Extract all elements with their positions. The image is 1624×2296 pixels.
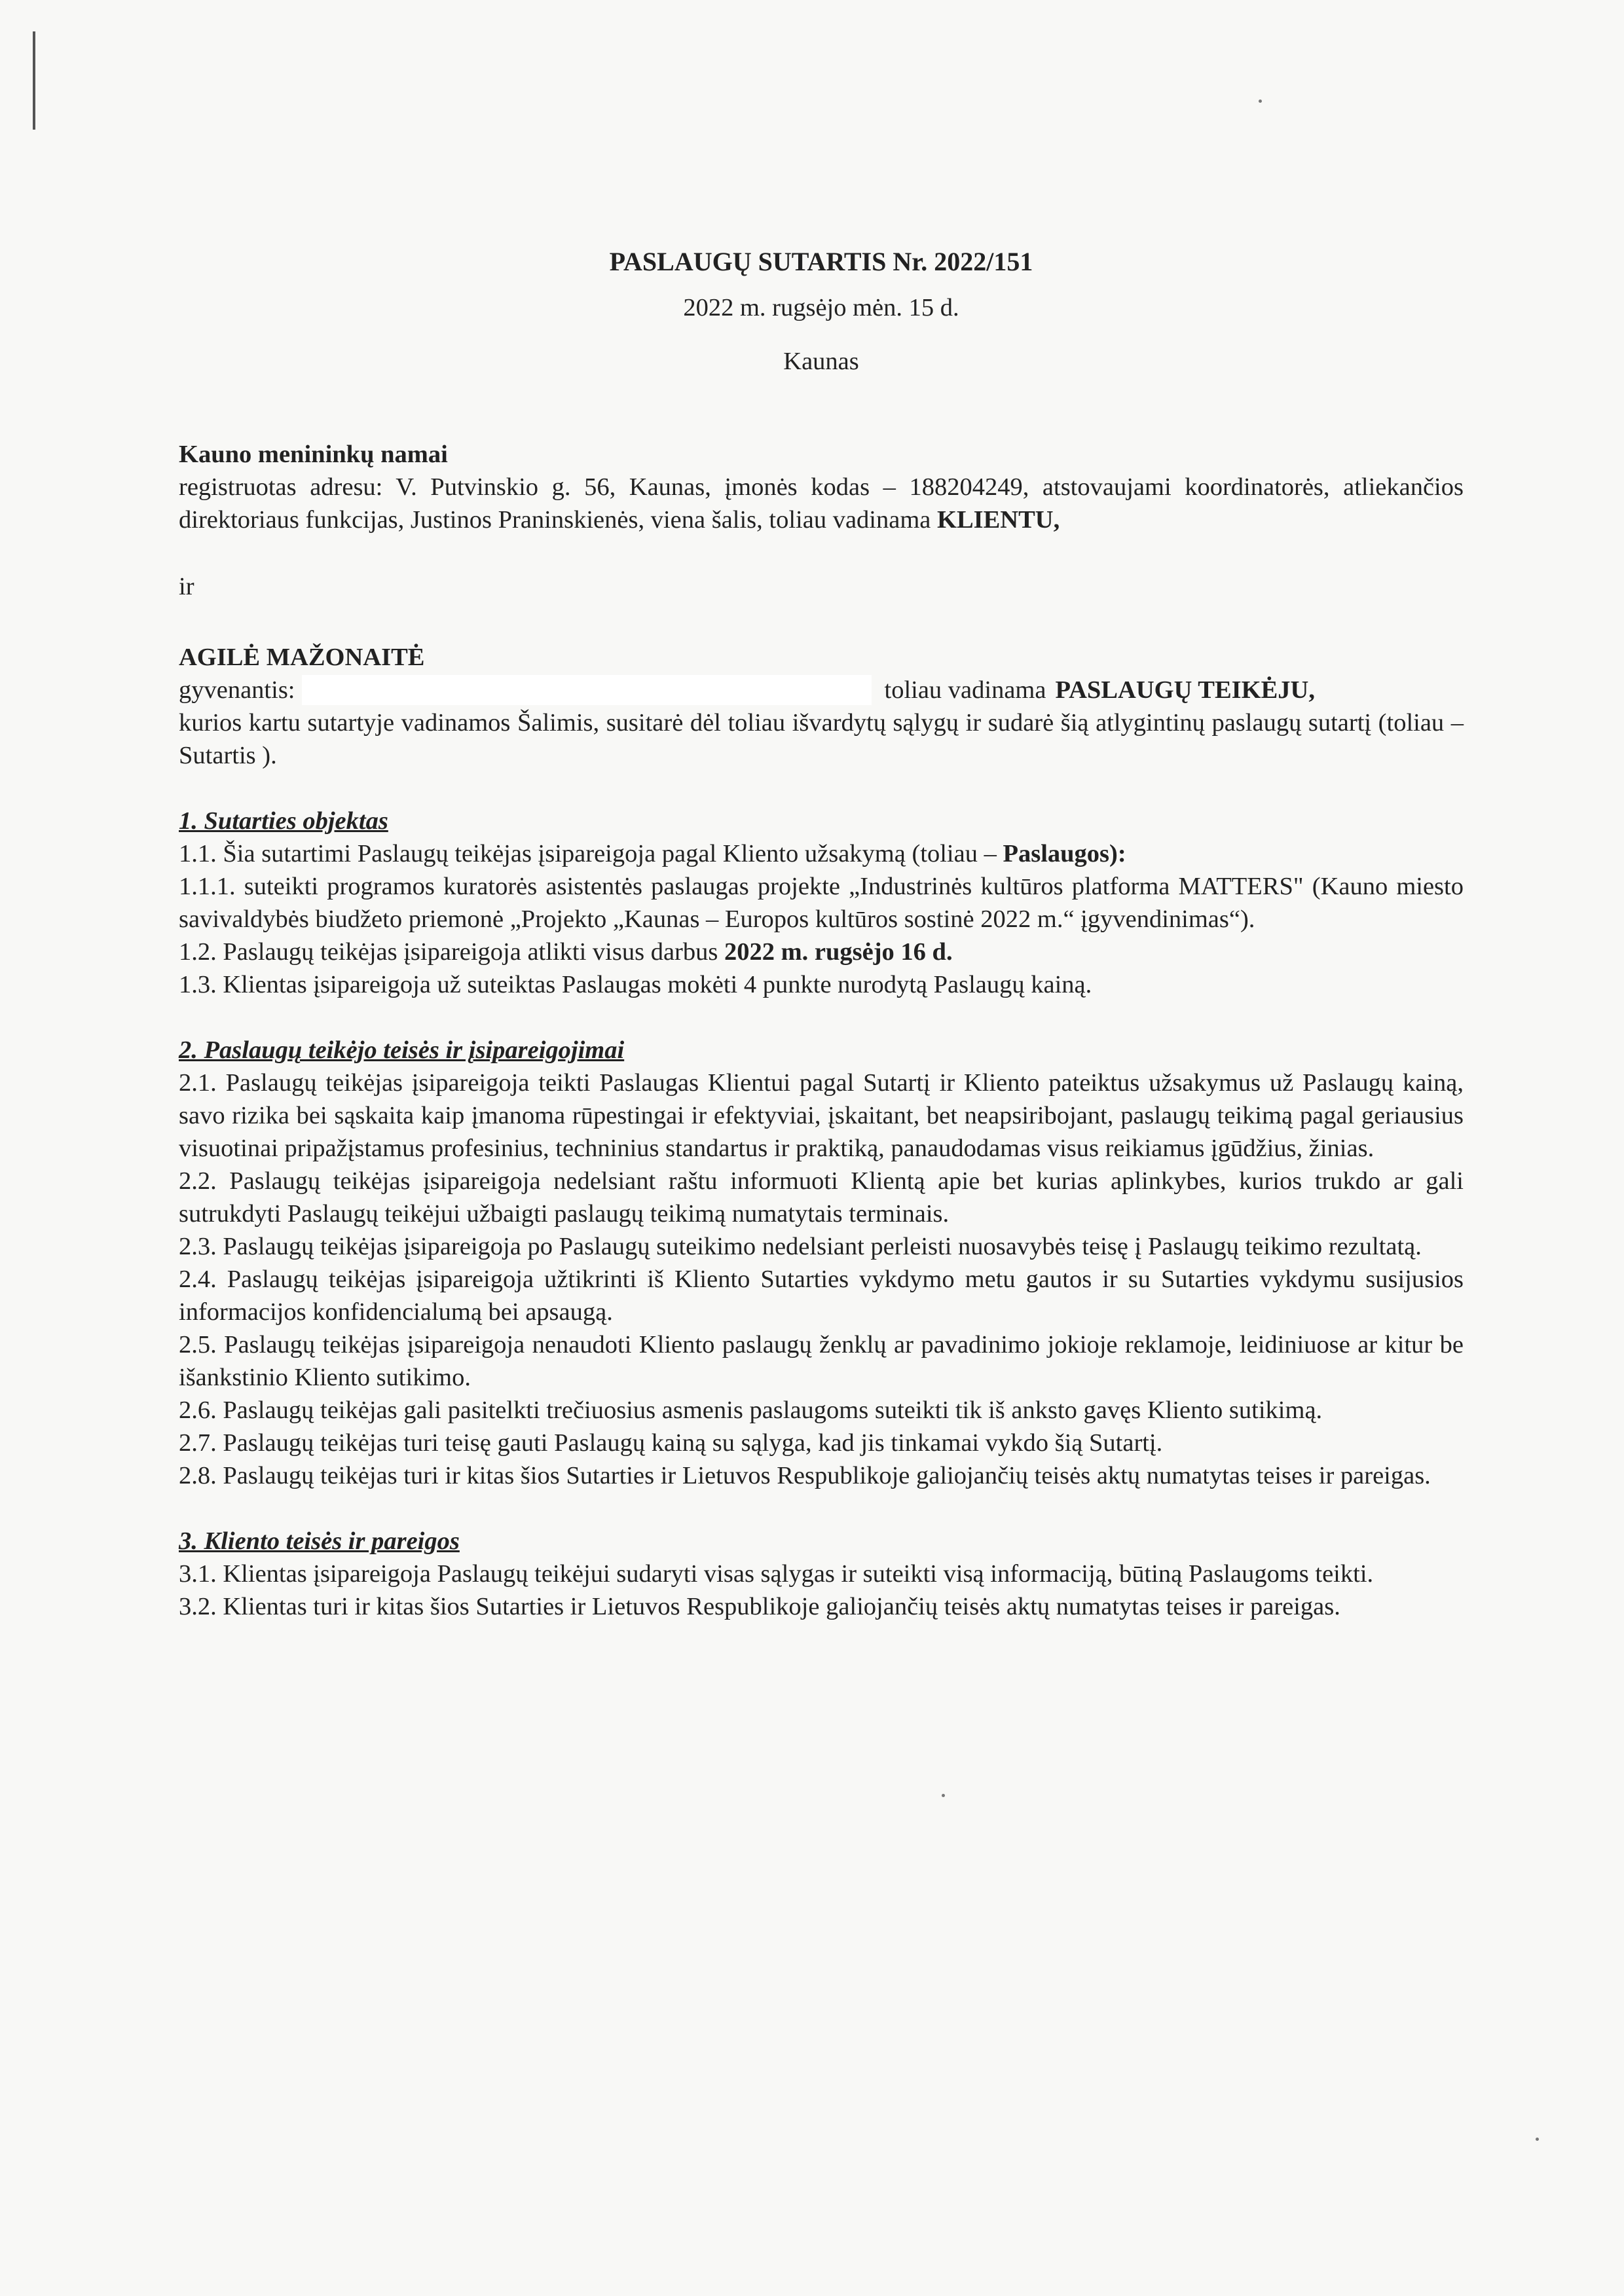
clause-2-8: 2.8. Paslaugų teikėjas turi ir kitas šios Sutarties ir Lietuvos Respublikoje galiojančių teisės aktų numatytas teises ir pareigas. (179, 1462, 1431, 1489)
clause-2-4: 2.4. Paslaugų teikėjas įsipareigoja užtikrinti iš Kliento Sutarties vykdymo metu gautos ir su Sutarties vykdymu susijusios informacijos konfidencialumą bei apsaugą. (179, 1266, 1464, 1326)
clause-3-1: 3.1. Klientas įsipareigoja Paslaugų teikėjui sudaryti visas sąlygas ir suteikti visą informaciją, būtiną Paslaugoms teikti. (179, 1560, 1374, 1588)
provider-address-line: gyvenantis: toliau vadinama PASLAUGŲ TEIKĖJU, (179, 676, 1315, 704)
contract-title: PASLAUGŲ SUTARTIS Nr. 2022/151 (609, 247, 1033, 276)
section-2-heading: 2. Paslaugų teikėjo teisės ir įsipareigojimai (179, 1036, 625, 1064)
contract-city: Kaunas (783, 348, 859, 375)
clause-1-3: 1.3. Klientas įsipareigoja už suteiktas Paslaugas mokėti 4 punkte nurodytą Paslaugų kainą. (179, 971, 1092, 998)
clause-2-7: 2.7. Paslaugų teikėjas turi teisę gauti Paslaugų kainą su sąlyga, kad jis tinkamai vykdo šią Sutartį. (179, 1429, 1163, 1457)
provider-name: AGILĖ MAŽONAITĖ (179, 644, 425, 671)
clause-1-2: 1.2. Paslaugų teikėjas įsipareigoja atlikti visus darbus 2022 m. rugsėjo 16 d. (179, 938, 953, 966)
contract-date: 2022 m. rugsėjo mėn. 15 d. (683, 294, 959, 321)
provider-details: kurios kartu sutartyje vadinamos Šalimis, susitarė dėl toliau išvardytų sąlygų ir sudarė šią atlygintinų paslaugų sutartį (toliau – Sutartis ). (179, 709, 1464, 769)
clause-1-1: 1.1. Šia sutartimi Paslaugų teikėjas įsipareigoja pagal Kliento užsakymą (toliau – Paslaugos): (179, 840, 1126, 867)
clause-2-2: 2.2. Paslaugų teikėjas įsipareigoja nedelsiant raštu informuoti Klientą apie bet kurias aplinkybes, kurios trukdo ar gali sutrukdyti Paslaugų teikėjui užbaigti paslaugų teikimą numatytais terminais. (179, 1167, 1464, 1228)
clause-1-1-1: 1.1.1. suteikti programos kuratorės asistentės paslaugas projekte „Industrinės kultūros platforma MATTERS" (Kauno miesto savivaldybės biudžeto priemonė „Projekto „Kaunas – Europos kultūros sostinė 2022 m.“ įgyvendinimas“). (179, 873, 1464, 933)
clause-2-3: 2.3. Paslaugų teikėjas įsipareigoja po Paslaugų suteikimo nedelsiant perleisti nuosavybės teisę į Paslaugų teikimo rezultatą. (179, 1233, 1422, 1260)
clause-2-5: 2.5. Paslaugų teikėjas įsipareigoja nenaudoti Kliento paslaugų ženklų ar pavadinimo jokioje reklamoje, leidiniuose ar kitur be išankstinio Kliento sutikimo. (179, 1331, 1464, 1391)
client-details: registruotas adresu: V. Putvinskio g. 56, Kaunas, įmonės kodas – 188204249, atstovaujami koordinatorės, atliekančios direktoriaus funkcijas, Justinos Praninskienės, viena šalis, toliau vadinama KLIENTU, (179, 473, 1464, 534)
clause-3-2: 3.2. Klientas turi ir kitas šios Sutarties ir Lietuvos Respublikoje galiojančių teisės aktų numatytas teises ir pareigas. (179, 1593, 1340, 1620)
and-word: ir (179, 573, 194, 600)
section-1-heading: 1. Sutarties objektas (179, 807, 388, 835)
clause-2-1: 2.1. Paslaugų teikėjas įsipareigoja teikti Paslaugas Klientui pagal Sutartį ir Kliento pateiktus užsakymus už Paslaugų kainą, savo rizika bei sąskaita kaip įmanoma rūpestingai ir efektyviai, įskaitant, bet neapsiribojant, paslaugų teikimą pagal geriausius visuotinai pripažįstamus profesinius, techninius standartus ir praktiką, panaudodamas visus reikiamus įgūdžius, žinias. (179, 1069, 1464, 1162)
scan-speck (1536, 2138, 1539, 2141)
scan-margin-mark (33, 31, 35, 130)
scan-speck (942, 1794, 945, 1797)
client-name: Kauno menininkų namai (179, 441, 448, 468)
section-3-heading: 3. Kliento teisės ir pareigos (179, 1527, 460, 1555)
redacted-address (302, 675, 872, 705)
contract-body (179, 246, 1464, 1623)
clause-2-6: 2.6. Paslaugų teikėjas gali pasitelkti trečiuosius asmenis paslaugoms suteikti tik iš anksto gavęs Kliento sutikimą. (179, 1396, 1323, 1424)
scan-speck (1259, 100, 1262, 103)
